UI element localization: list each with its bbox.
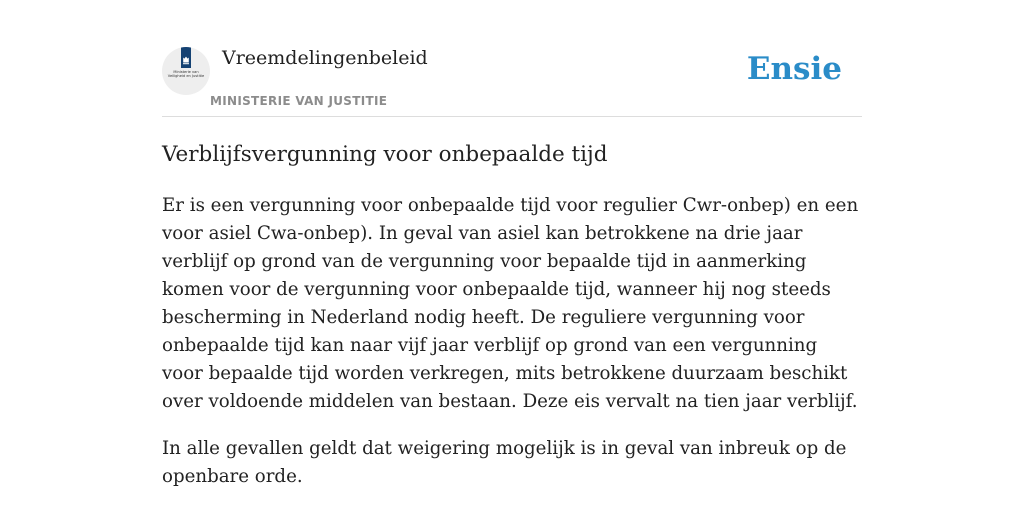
ministry-logo[interactable] xyxy=(162,47,210,95)
ensie-brand-link[interactable]: Ensie xyxy=(746,51,842,87)
site-title-link[interactable]: Vreemdelingenbeleid xyxy=(222,47,428,69)
article-paragraph: In alle gevallen geldt dat weigering mogelijk is in geval van inbreuk op de openbare orde. xyxy=(162,438,847,487)
logo-text-line: Ministerie van xyxy=(173,70,199,74)
article-title: Verblijfsvergunning voor onbepaalde tijd xyxy=(162,142,608,167)
page xyxy=(162,0,862,512)
article-paragraph: Er is een vergunning voor onbepaalde tijd voor regulier Cwr-onbep) en een voor asiel Cwa-onbep). In geval van asiel kan betrokkene na drie jaar verblijf op grond van de vergunning voor bepaalde tijd in aanmerking komen voor de vergunning voor onbepaalde tijd, wanneer hij nog steeds bescherming in Nederland nodig heeft. De reguliere vergunning voor onbepaalde tijd kan naar vijf jaar verblijf op grond van een vergunning voor bepaalde tijd worden verkregen, mits betrokkene duurzaam beschikt over voldoende middelen van bestaan. Deze eis vervalt na tien jaar verblijf. xyxy=(162,195,859,412)
logo-text-line: Veiligheid en Justitie xyxy=(167,74,205,78)
header xyxy=(162,0,862,117)
organization-name: MINISTERIE VAN JUSTITIE xyxy=(210,94,388,108)
